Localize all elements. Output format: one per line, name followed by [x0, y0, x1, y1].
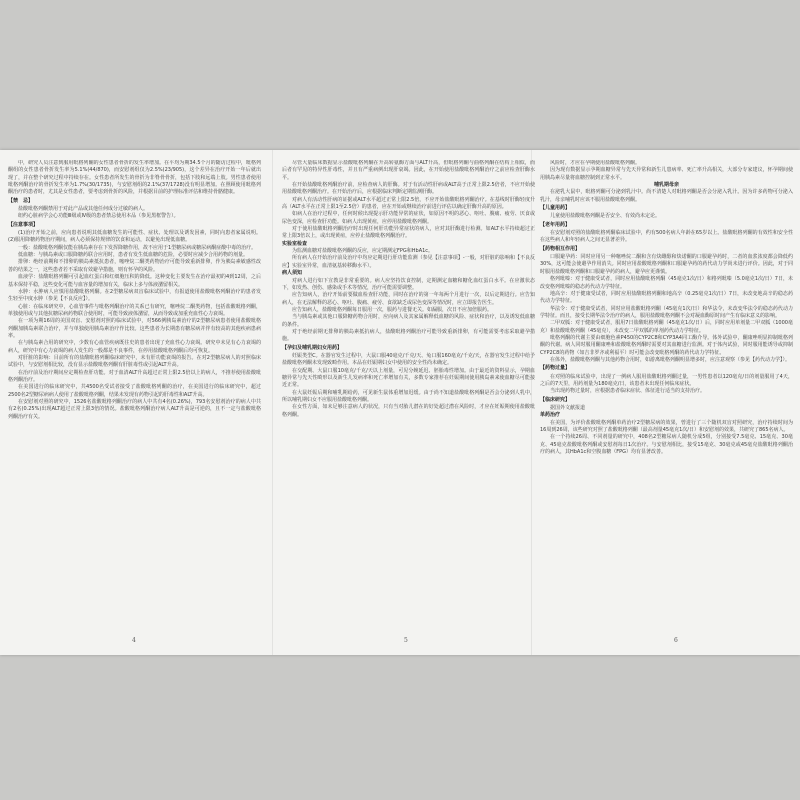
paragraph: 在治疗前及治疗期间应定期检查肝功能。对于血清ALT升高超过正常上限2.5倍以上的病人，不推荐使用盐酸吡格列酮治疗。 — [8, 369, 261, 383]
paragraph: 低血糖：与胰岛素或口服降糖药联合应用时，患者有发生低血糖的危险，必要时应减少合用药物的剂量。 — [18, 252, 249, 259]
paragraph: 心脏：在临床研究中，心血管事件与吡格列酮治疗的关系已有研究，噻唑烷二酮类药物，包括盐酸吡格列酮，单独使用或与其他抗糖尿病药物联合使用时，可能导致液体潴留，从而导致或加重充血性心力衰竭。 — [8, 303, 261, 317]
paragraph: 所有病人在开始治疗前及治疗中均应定期进行肝功能监测（参见【注意事项】-一般，对肝脏的影响和【不良反应】实验室异常，血清氨基转移酶水平）。 — [282, 255, 535, 269]
paragraph: 如病人在治疗过程中，任何时候出现提示肝功能异常的症状，如原因不明的恶心、呕吐、腹痛、疲劳、厌食或尿色变深，应检查肝功能。如病人出现黄疸，应停用盐酸吡格列酮。 — [282, 211, 535, 225]
paragraph: 对于绝经前期无排卵的胰岛素抵抗病人，盐酸吡格列酮治疗可能导致重新排卵，有可能需要考虑采取避孕措施。 — [282, 328, 535, 343]
section-heading-overdose: 【药物过量】 — [540, 365, 571, 372]
paragraph: 据国外文献报道 — [550, 405, 586, 411]
paragraph: 在一个持续26周、不同剂量的研究中，408名2型糖尿病人随机分成5组，分别接受7.5毫克、15毫克、30毫克、45毫克盐酸吡格列酮或安慰剂每日1次治疗。与安慰剂相比，接受15毫克、30毫克或45毫克盐酸吡格列酮治疗的病人，其HbA1c和空腹血糖（FPG）均有显著改善。 — [540, 434, 793, 456]
subheading-monotherapy: 单药治疗 — [540, 412, 561, 419]
paragraph: 口服避孕药：同时应用另一种噻唑烷二酮和含有炔雌醇和炔诺酮的口服避孕药时，二者的血浆浓度都会降低约30%，这可能会使避孕作用消失。同时应用盐酸吡格列酮和口服避孕药的药代动力学尚未进行评价。因此，对于同时服用盐酸吡格列酮和口服避孕药的病人，避孕应更谨慎。 — [540, 254, 793, 275]
paragraph: 在女性方面，如未足够注意病人的状况，只有当对胎儿潜在的好处超过潜在风险时，才应在妊娠期使用盐酸吡格列酮。 — [282, 404, 535, 418]
paragraph: 对肝脏的影响：目前所有的盐酸吡格列酮临床研究中，未有肝功能衰竭的报告。在对2型糖尿病人的对照临床试验中，与安慰剂相比较，没有显示盐酸吡格列酮有肝脏毒性或引起ALT升高。 — [8, 354, 261, 369]
middle-page-column — [282, 160, 535, 630]
paragraph: 应告知病人，治疗开始前要做血检查肝功能，同时在治疗的第一年每两个月进行一次，以后定期进行。应告知病人，在无法解释的恶心、呕吐、腹痛、疲劳、食欲缺乏或尿色变深等情况时，应立即报告医生。 — [282, 292, 535, 306]
paragraph: 在一项为期16周的美国双盲、安慰剂对照的临床试验中，对566例胰岛素治疗的2型糖尿病患者使用盐酸吡格列酮加胰岛素联合治疗，并与单独使用胰岛素治疗作比较。这些患者为长期患有糖尿病并伴有较高的其他疾病患病率。 — [8, 318, 261, 339]
section-heading-clinical-studies: 【临床研究】 — [540, 396, 571, 403]
paragraph: 对于使用盐酸吡格列酮治疗时出现任何肝功能异常症状的病人，应对其肝酶进行检测。如ALT水平持续超过正常上限3倍以上，或出现黄疸，应停止盐酸吡格列酮治疗。 — [282, 226, 535, 240]
paragraph: 当出现药物过量时，应根据患者临床症状、体征进行适当的支持治疗。 — [550, 388, 706, 395]
paragraph: 因为现有数据显示孕期血糖异常与先天异常和新生儿患病率、死亡率升高相关，大部分专家建议，怀孕期间使用胰岛素尽量将血糖控制到正常水平。 — [540, 167, 793, 181]
paragraph: 血液学：盐酸吡格列酮可引起血红蛋白和红细胞压积的降低。这种变化主要发生在治疗最初的4到12周，之后基本保持平稳，这些变化可能与血容量的增加有关，临床上多与体液潴留相关。 — [8, 274, 261, 288]
paragraph: 对病人进行如下宣教是非常重要的。病人应坚持饮食控制，定期测定血糖和糖化血红蛋白水平。在应激状态下，如发热、创伤、感染或手术等情况，治疗可能需要调整。 — [282, 277, 535, 291]
paragraph: 二甲双胍：对于健康受试者，服用7日盐酸吡格列酮（45毫克1次/日）后，同时应用单剂量二甲双胍（1000毫克）和盐酸吡格列酮（45毫克），未改变二甲双胍的单剂药代动力学特征。 — [540, 320, 793, 334]
paragraph: 在安慰剂对照的研究中，1526名盐酸吡格列酮治疗的病人中共有4名(0.26%)，793名安慰剂治疗的病人中共有2名(0.25%)出现ALT超过正常上限3倍的情况。盐酸吡格列酮治疗病人ALT升高是可逆的，且不一定与盐酸吡格列酮治疗有关。 — [8, 399, 261, 420]
document-spread — [0, 150, 800, 655]
paragraph: 排卵：绝经前期和不排卵的胰岛素抵抗患者，噻唑烷二酮类药物治疗可能导致重新排卵，作为胰岛素敏感性改善的结果之一，这些患者若不采取有效避孕措施，则有怀孕的风险。 — [8, 259, 261, 273]
section-heading-pregnancy: 【孕妇及哺乳期妇女用药】 — [282, 344, 343, 351]
paragraph: 妊娠类型C。在器官发生过程中，大鼠口服40毫克/千克/天、兔口服160毫克/千克/天，在器官发生过程中给予盐酸吡格列酮未发现致畸作用。本品在妊娠期妇女中使用的安全性尚未确定。 — [282, 352, 535, 367]
section-heading-geriatric: 【老年用药】 — [540, 221, 571, 228]
paragraph: 儿童使用盐酸吡格列酮是否安全、有效尚未定论。 — [550, 213, 661, 220]
paragraph: 纽约心脏病学会心功能Ⅲ级或Ⅳ级的患者禁忌使用本品（参见黑框警告）。 — [18, 213, 179, 220]
subheading-nursing: 哺乳期母亲 — [653, 182, 679, 189]
paragraph: 在大鼠妊娠后期和哺乳期给药，可见新生鼠体重增加迟缓。由于尚不知道盐酸吡格列酮是否会分泌到人乳中，所以哺乳期妇女不应服用盐酸吡格列酮。 — [282, 389, 535, 403]
paragraph: 应告知病人，盐酸吡格列酮每日服用一次，服药与进餐无关。如漏服，次日不应加倍服药。 — [292, 306, 493, 313]
section-heading-precautions: 【注意事项】 — [8, 221, 39, 228]
page-number-right: 6 — [674, 637, 678, 644]
paragraph: 风险时，才应在孕期使用盐酸吡格列酮。 — [550, 160, 641, 166]
paragraph: 尽管大量临床数据显示盐酸吡格列酮在升高转氨酶方面与ALT升高，但吡格列酮与曲格列酮在结构上相似，而后者有罕见的特异性肝毒性，并且有严重病例出现肝衰竭。因此，在开始使用盐酸吡格列酮治疗之前应检查肝酶水平。 — [282, 160, 535, 181]
paragraph: 在泌乳大鼠中，吡格列酮可分泌到乳汁中。尚不清楚人对吡格列酮是否会分泌入乳汁。因为许多药物可分泌入乳汁，母亲哺乳时应该不服用盐酸吡格列酮。 — [540, 189, 793, 203]
paragraph: 一般：盐酸吡格列酮仅能在胰岛素存在下发挥降糖作用，故不应用于1型糖尿病或糖尿病酮症酸中毒的治疗。 — [18, 244, 257, 251]
subheading-patient-info: 病人须知 — [282, 270, 303, 277]
paragraph: 水肿：水肿病人应慎用盐酸吡格列酮。在2型糖尿病双盲临床试验中，有报道使用盐酸吡格列酮治疗的患者发生轻至中度水肿（参见【不良反应】）。 — [8, 288, 261, 303]
paragraph: (1)治疗开始之前，应向患者说明其低血糖发生的可能性、症状、处理以及诱发因素，同时向患者家属说明。(2)服用降糖药物治疗期间，病人必须保持规律的饮食和运动，以避免出现低血糖。 — [8, 230, 261, 244]
left-page-column — [8, 160, 261, 630]
paragraph: 格列吡嗪：对于健康受试者，同时应用盐酸吡格列酮（45毫克1次/日）和格列吡嗪（5.0毫克1次/日）7日，未改变格列吡嗪的稳态药代动力学特征。 — [540, 276, 793, 290]
paragraph: 在与胰岛素合用的研究中，少数有心血管疾病既往史的患者出现了充血性心力衰竭。研究中未见有心力衰竭的病人，研究中有心力衰竭的病人发生的一般都是不良事件，在停用盐酸吡格列酮后均可恢复。 — [8, 340, 261, 354]
paragraph: 吡格列酮的代谢主要由细胞色素P450的CYP2C8和CYP3A4同工酶介导。体外试验中，酮康唑明显抑制吡格列酮的代谢。病人同时服用酮康唑和盐酸吡格列酮时需要对其血糖进行监测。对于体内试验，同时服用能诱导或抑制CYP2C8的药物（如吉非罗齐或利福平）时可能会改变吡格列酮的药代动力学特征。 — [540, 334, 793, 356]
paragraph: 在美国，为评价盐酸吡格列酮单药治疗2型糖尿病的效果，曾进行了三个随机双盲对照研究，治疗持续时间为16周到26周，该些研究对照了盐酸吡格列酮（最高剂量45毫克1次/日）和安慰剂的效果，共研究了865名病人。 — [540, 419, 793, 434]
right-page-column — [540, 160, 793, 630]
paragraph: 华法令：对于健康受试者，同时应用盐酸吡格列酮（45毫克1次/日）和华法令，未改变华法令的稳态药代动力学特征。而且，接受长期华法令治疗的病人，服用盐酸吡格列酮不会对凝血酶原时间产生有临床意义的影响。 — [540, 305, 793, 319]
paragraph: 地高辛：对于健康受试者，同时应用盐酸吡格列酮和地高辛（0.25毫克1次/日）7日，未改变地高辛的稳态药代动力学特征。 — [540, 290, 793, 305]
paragraph: 在体外，盐酸吡格列酮与其他药物合用时，如游离吡格列酮明显增多时，应注意观察（参见【药代动力学】）。 — [550, 356, 791, 363]
subheading-lab-tests: 实验室检查 — [282, 240, 308, 247]
paragraph: 对病人有活动性肝病的证据或ALT水平超过正常上限2.5倍，不应开始盐酸吡格列酮治疗。在基线时肝酶轻度升高（ALT水平在正常上限1至2.5倍）的患者，应在开始或继续治疗前进行评估以确定肝酶升高的原因。 — [282, 196, 535, 211]
section-heading-contraindications: 【禁 忌】 — [8, 197, 34, 204]
paragraph: 中，研究人员注意到服用吡格列酮的女性患者骨折的发生率增加。在平均为期34.5个月的随访过程中，吡格列酮组的女性患者骨折发生率为5.1%(44/870)，而安慰剂组仅为2.5%(23/905)，这个差异在治疗开始一年后就出现了，并在整个研究过程中持续存在。女性患者所发生的骨折为非脊骨骨折，包括下肢和远端上肢。男性患者使用吡格列酮治疗的骨折发生率为1.7%(30/1735)，与安慰剂组的2.1%(37/1728)没有明显增加。在照顾使用吡格列酮治疗的患者时，尤其是女性患者，要考虑到骨折的风险，并根据目前的护理标准评估和维持骨骼健康。 — [8, 160, 261, 196]
section-heading-interactions: 【药物相互作用】 — [540, 245, 581, 252]
paragraph: 当与胰岛素或其他口服降糖药物合用时，应向病人及其家属解释低血糖的风险、症状和治疗，以及诱发低血糖的条件。 — [282, 314, 535, 328]
paragraph: 在安慰剂对照的盐酸吡格列酮临床试验中，约有500名病人年龄在65岁以上。盐酸吡格列酮的有效性和安全性在这些病人和年轻病人之间无显著差异。 — [540, 230, 793, 244]
page-fold-left — [272, 150, 273, 655]
section-heading-pediatric: 【儿童用药】 — [540, 205, 571, 212]
paragraph: 在对照的临床试验中，出现了一例病人服用盐酸吡格列酮过量，一男性患者以120毫克/日的剂量服用了4天，之后的7天里，用药剂量为180毫克/日，该患者未出现任何临床症状。 — [540, 373, 793, 387]
paragraph: 在开始盐酸吡格列酮治疗前，应检查病人的肝酶。对于有活动性肝病或ALT高于正常上限2.5倍者，不应开始使用盐酸吡格列酮治疗。在开始治疗后，应根据临床判断定期监测肝酶。 — [282, 182, 535, 196]
paragraph: 盐酸吡格列酮禁用于对此产品或其他任何成分过敏的病人。 — [18, 206, 149, 213]
paragraph: 在交配期、大鼠口服10毫克/千克/天以上剂量，可见分娩延迟、胚胎毒性增加。由于最近的资料显示，孕期血糖异常与先天性畸形以及新生儿发病率和死亡率增加有关，多数专家推荐在妊娠期间使用胰岛素来使血糖尽可能接近正常。 — [282, 367, 535, 389]
paragraph: 在美国进行的临床研究中，共4500名受试者接受了盐酸吡格列酮的治疗，在美国进行的临床研究中，超过2500名2型糖尿病病人使用了盐酸吡格列酮，结果未发现有药物引起的肝毒性和ALT升高。 — [8, 384, 261, 398]
page-number-left: 4 — [132, 637, 136, 644]
paragraph: 为监测血糖对盐酸吡格列酮的反应，应定期测定FPG和HbA1c。 — [292, 248, 434, 255]
page-number-middle: 5 — [404, 637, 408, 644]
